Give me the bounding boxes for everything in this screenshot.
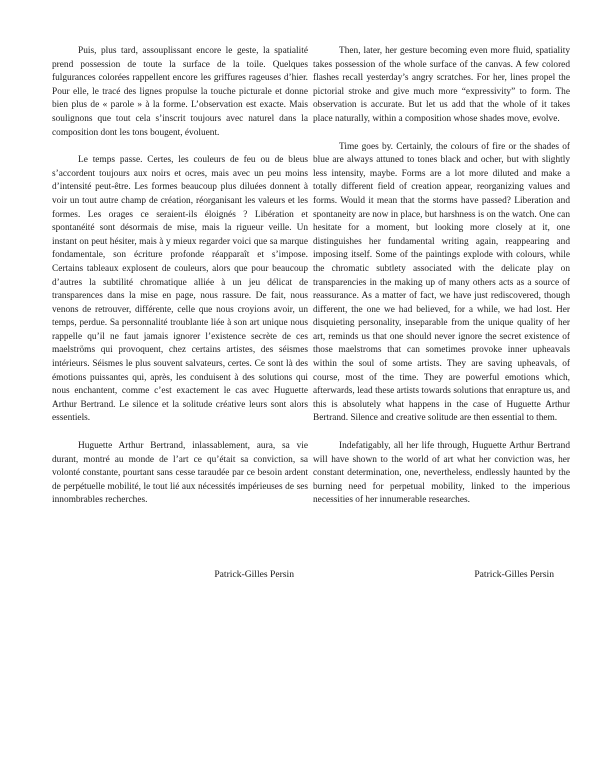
french-paragraph-1: Puis, plus tard, assouplissant encore le geste, la spatialité prend possession de toute la surface de la toile. Quelques fulgurances colorées rappellent encore les griffures rageuses d’hier. Pour elle, le tracé des lignes propulse la touche picturale et donne bien plus de « parole » à la forme. L’observation est exacte. Mais soulignons que tout cela s’inscrit toujours avec naturel dans la composition dont les tons bougent, évoluent. [52, 46, 308, 138]
english-paragraph-2: Time goes by. Certainly, the colours of fire or the shades of blue are always attuned to tones black and ocher, but with slightly less intensity, maybe. Forms are a lot more diluted and make a totally different field of creation appear, reorganizing values and forms. Would it mean that the storms have passed? Liberation and spontaneity are now in place, but harshness is on the watch. One can hesitate for a moment, but looking more closely at it, one distinguishes her fundamental writing again, reappearing and imposing itself. Some of the paintings explode with colours, while the chromatic subtlety associated with the delicate play on transparencies in the making up of many others acts as a source of reassurance. As a matter of fact, we have just rediscovered, though different, the one we had believed, for a while, we had lost. Her disquieting personality, inseparable from the unique quality of her art, reminds us that one should never ignore the secret existence of those maelstroms that can sometimes provoke inner upheavals within the soul of some artists. They are saving upheavals, of course, most of the time. They are powerful emotions which, afterwards, lead these artists towards solutions that enrapture us, and this is absolutely what happens in the case of Huguette Arthur Bertrand. Silence and creative solitude are then essential to them. [313, 141, 570, 424]
french-signature: Patrick-Gilles Persin [214, 569, 294, 580]
french-column [52, 45, 308, 522]
english-paragraph-1: Then, later, her gesture becoming even more fluid, spatiality takes possession of the whole surface of the canvas. A few colored flashes recall yesterday’s angry scratches. For her, lines propel the pictorial stroke and give much more “expressivity” to form. The observation is accurate. But let us add that the whole of it takes place naturally, within a composition whose shades move, evolve. [313, 46, 570, 124]
english-column [313, 45, 570, 522]
english-paragraph-3: Indefatigably, all her life through, Huguette Arthur Bertrand will have shown to the world of art what her conviction was, her constant determination, one, nevertheless, endlessly haunted by the burning need for perpetual mobility, linked to the imperious necessities of her innumerable researches. [313, 441, 570, 506]
french-paragraph-3: Huguette Arthur Bertrand, inlassablement, aura, sa vie durant, montré au monde de l’art ce qu’était sa conviction, sa volonté constante, pourtant sans cesse taraudée par ce besoin ardent de perpétuelle mobilité, le tout lié aux nécessités impérieuses de ses innombrables recherches. [52, 441, 308, 506]
french-paragraph-2: Le temps passe. Certes, les couleurs de feu ou de bleus s’accordent toujours aux noirs et ocres, mais avec un peu moins d’intensité peut-être. Les formes beaucoup plus diluées donnent à voir un tout autre champ de création, réorganisant les valeurs et les formes. Les orages ce seraient-ils éloignés ? Libération et spontanéité sont désormais de mise, mais la rigueur veille. Un instant on peut hésiter, mais à y mieux regarder voici que sa marque fondamentale, son écriture profonde réapparaît et s’impose. Certains tableaux explosent de couleurs, alors que pour beaucoup d’autres la subtilité chromatique alliée à un jeu délicat de transparences dans la mise en page, nous rassure. De fait, nous venons de retrouver, différente, celle que nous croyions avoir, un temps, perdue. Sa personnalité troublante liée à son art unique nous rappelle qu’il ne faut jamais ignorer l’existence secrète de ces maelströms qui provoquent, chez certains artistes, des séismes intérieurs. Séismes le plus souvent salvateurs, certes. Ce sont là des émotions puissantes qui, après, les conduisent à des solutions qui nous enchantent, comme c’est exactement le cas avec Huguette Arthur Bertrand. Le silence et la solitude créative leurs sont alors essentiels. [52, 155, 308, 424]
english-signature: Patrick-Gilles Persin [474, 569, 554, 580]
